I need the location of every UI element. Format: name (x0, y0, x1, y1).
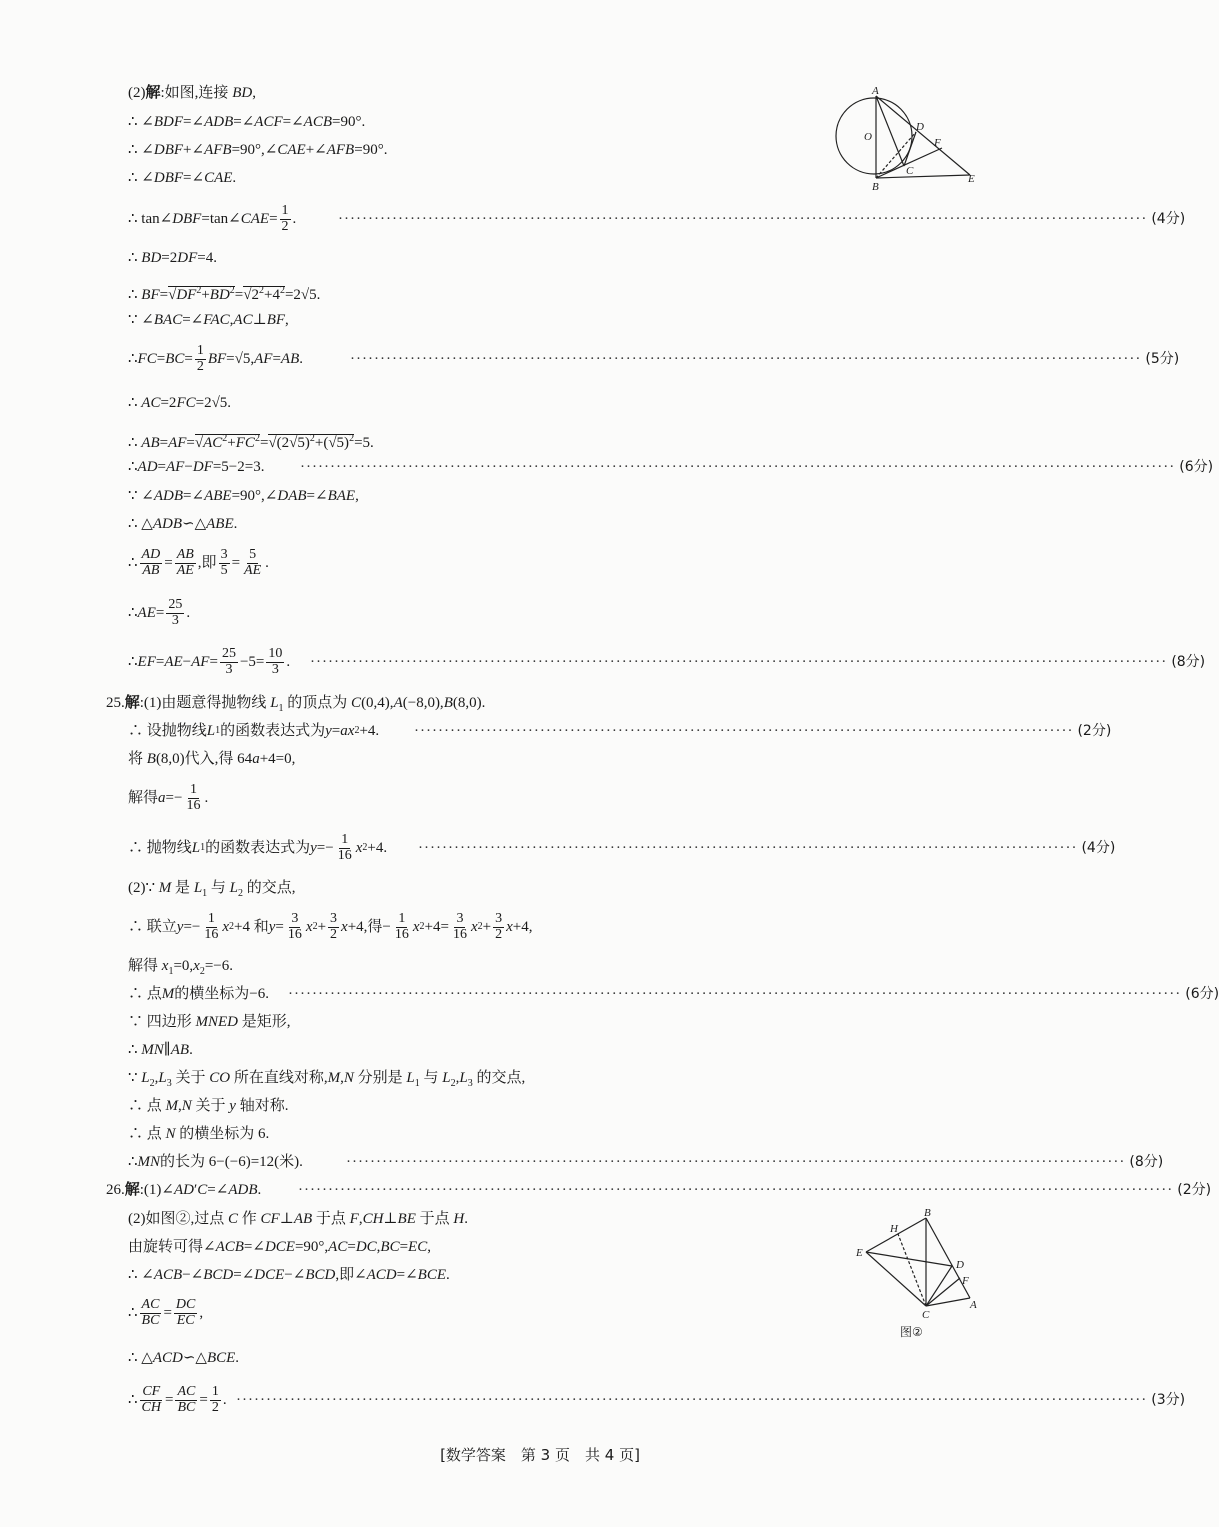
point-label: C (906, 165, 914, 177)
solution-line: 26. 解 :(1)∠ AD ′ C =∠ ADB . ·················································································································································· (2分) (106, 1175, 978, 1205)
solution-line: (2)解:如图,连接 BD, (128, 85, 256, 101)
solution-line: ∵ 四边形 MNED 是矩形, (128, 1014, 291, 1030)
solution-line: ∴ EF = AE − AF = $\frac{25}{3}$ −5= $\frac{10}{3}$ . ··············································································································································· (8分) (128, 639, 978, 685)
segment-ae (876, 96, 970, 175)
score-mark: (3分) (1151, 1392, 1186, 1408)
point-label: B (872, 181, 879, 193)
point-label: O (864, 131, 872, 143)
solution-line: 由旋转可得∠ACB=∠DCE=90°,AC=DC,BC=EC, (128, 1239, 431, 1255)
segment-cf (926, 1278, 960, 1306)
solution-line: ∴ 抛物线 L 1 的函数表达式为 y =− $\frac{1}{16}$ x 2 +4. ·············································································································· (4分) (128, 825, 978, 871)
point-label: A (970, 1299, 977, 1311)
solution-line: ∴ BD=2DF=4. (128, 250, 217, 266)
score-mark: (2分) (1177, 1182, 1212, 1198)
point-label: D (916, 121, 924, 133)
solution-line: ∵ ∠ADB=∠ABE=90°,∠DAB=∠BAE, (128, 488, 359, 504)
solution-line: 将 B(8,0)代入,得 64a+4=0, (128, 751, 296, 767)
solution-line: ∵ $L_2,L_3$ 关于 CO 所在直线对称,M,N 分别是 $L_1$ 与 $L_2,L_3$ 的交点, (128, 1070, 526, 1089)
circle-o (836, 98, 912, 174)
solution-line: ∴ 点 N 的横坐标为 6. (128, 1126, 270, 1142)
point-label: F (934, 137, 941, 149)
solution-line: ∴ $\frac{CF}{CH}$ = $\frac{AC}{BC}$ = $\frac{1}{2}$ . ························································································································································ (3分) (128, 1377, 978, 1423)
point-label: F (962, 1275, 969, 1287)
point-label: C (922, 1309, 930, 1321)
solution-line: (2)如图②,过点 C 作 CF⊥AB 于点 F,CH⊥BE 于点 H. (128, 1211, 468, 1227)
solution-line: ∴ MN∥AB. (128, 1042, 193, 1058)
score-mark: (8分) (1129, 1154, 1164, 1170)
solution-line: ∴ 设抛物线 L 1 的函数表达式为 y = ax 2 +4. ·············································································································· (2分) (128, 716, 978, 746)
solution-line: ∴ AD = AF − DF =5−2=3. ·················································································································································· (6分) (128, 452, 978, 482)
point-label: E (968, 173, 975, 185)
score-mark: (6分) (1179, 459, 1214, 475)
solution-line: ∴ tan∠ DBF =tan∠ CAE = $\frac{1}{2}$ . ······································································································································· (4分) (128, 196, 978, 242)
point-label: B (924, 1207, 931, 1219)
solution-line: ∴ ∠BDF=∠ADB=∠ACF=∠ACB=90°. (128, 114, 366, 130)
segment-be (876, 175, 970, 178)
geometry-figure-circle (830, 82, 980, 194)
segment-ac (876, 96, 904, 166)
solution-line: ∴ 点 M,N 关于 y 轴对称. (128, 1098, 289, 1114)
segment-cd (926, 1266, 952, 1306)
solution-line: ∵ ∠BAC=∠FAC,AC⊥BF, (128, 312, 289, 328)
solution-line: ∴ △ADB∽△ABE. (128, 516, 238, 532)
solution-line: ∴ ∠ACB−∠BCD=∠DCE−∠BCD,即∠ACD=∠BCE. (128, 1267, 450, 1283)
solution-line: ∴ ∠DBF=∠CAE. (128, 170, 237, 186)
point-label: D (956, 1259, 964, 1271)
score-mark: (4分) (1151, 211, 1186, 227)
solution-line: 解得 $x_1=0,x_2=-6$. (128, 958, 233, 977)
point-label: H (890, 1223, 898, 1235)
solution-line: ∴ $AB=AF=√AC^2+FC^2=√(2√5)^2+(√5)^2=5$. (128, 433, 374, 451)
score-mark: (2分) (1077, 723, 1112, 739)
solution-line: (2)∵ M 是 $L_1$ 与 $L_2$ 的交点, (128, 880, 296, 899)
solution-line: ∴ $BF=√DF^2+BD^2=√2^2+4^2=2√5$. (128, 285, 321, 303)
solution-line: ∴ MN 的长为 6−(−6)=12(米). ·································································································································· (8分) (128, 1147, 978, 1177)
score-mark: (4分) (1081, 840, 1116, 856)
figure-caption: 图② (900, 1325, 923, 1339)
page-footer: [数学答案 第 3 页 共 4 页] (440, 1446, 640, 1464)
score-mark: (8分) (1171, 654, 1206, 670)
solution-line: ∴ 点 M 的横坐标为−6. ····················································································································································· (6分) (128, 979, 978, 1009)
solution-line: ∴ ∠DBF+∠AFB=90°,∠CAE+∠AFB=90°. (128, 142, 388, 158)
geometry-figure-2 (852, 1206, 982, 1342)
point-label: A (872, 85, 879, 97)
solution-line: 25.解:(1)由题意得抛物线 $L_1$ 的顶点为 C(0,4),A(−8,0),B(8,0). (106, 695, 486, 714)
solution-line: ∴ △ACD∽△BCE. (128, 1350, 240, 1366)
solution-line: ∴ AC=2FC=2√5. (128, 395, 232, 411)
point-label: E (856, 1247, 863, 1259)
segment-ch (898, 1234, 926, 1306)
score-mark: (6分) (1185, 986, 1219, 1002)
score-mark: (5分) (1145, 351, 1180, 367)
solution-line: ∴ FC = BC = $\frac{1}{2}$ BF =√5, AF = AB . ···································································································································· (5分) (128, 336, 978, 382)
segment-ca (926, 1298, 970, 1306)
